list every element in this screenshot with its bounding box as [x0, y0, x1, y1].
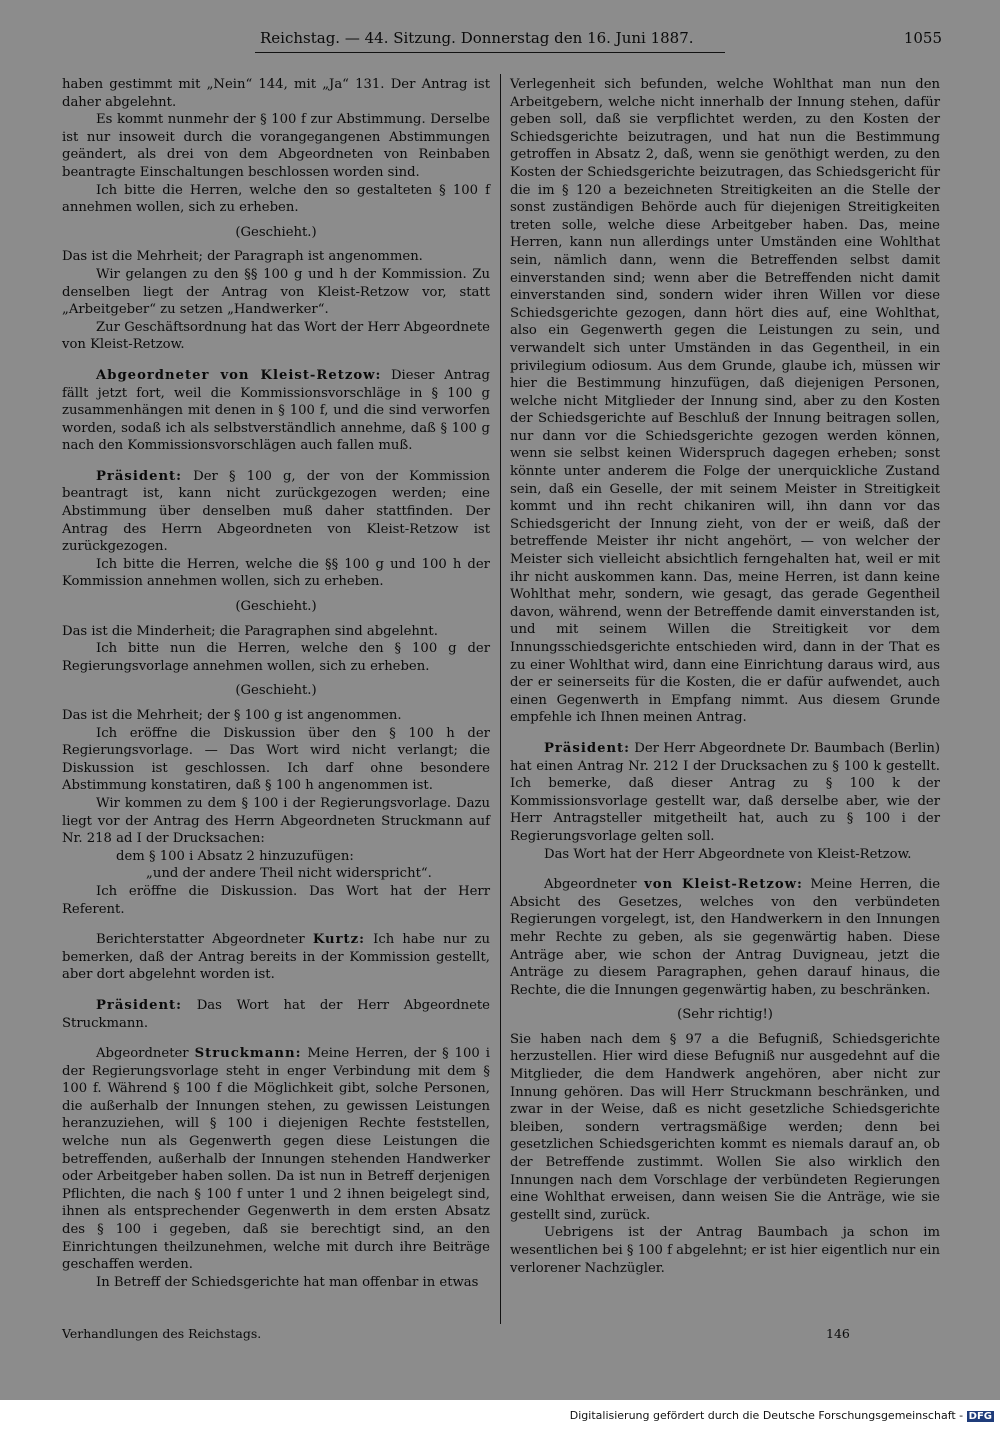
speech-text: Dieser Antrag fällt jetzt fort, weil die Kommissionsvorschläge in § 100 g zusammenhängen mit denen in § 100 f, und die sind verworfen worden, sodaß ich als selbstverständlich annehme, daß § 100 g nach den Kommissionsvorschlägen auch fallen muß.: [62, 367, 490, 454]
speaker-name: Kurtz:: [312, 932, 365, 948]
paragraph: Das ist die Minderheit; die Paragraphen sind abgelehnt.: [62, 623, 438, 639]
stage-direction: (Geschieht.): [235, 599, 317, 615]
speaker-name: Präsident:: [96, 997, 183, 1013]
stage-direction: (Geschieht.): [235, 683, 317, 699]
paragraph: dem § 100 i Absatz 2 hinzuzufügen:: [116, 848, 354, 864]
paragraph: Zur Geschäftsordnung hat das Wort der Herr Abgeordnete von Kleist-Retzow.: [62, 319, 490, 353]
paragraph: haben gestimmt mit „Nein“ 144, mit „Ja“ 131. Der Antrag ist daher abgelehnt.: [62, 77, 490, 110]
paragraph: Das Wort hat der Herr Abgeordnete von Kleist-Retzow.: [544, 846, 912, 862]
digitization-credit: [570, 1409, 994, 1422]
paragraph: Ich eröffne die Diskussion. Das Wort hat der Herr Referent.: [62, 883, 490, 917]
paragraph: Es kommt nunmehr der § 100 f zur Abstimmung. Derselbe ist nur insoweit durch die vorangegangenen Abstimmungen geändert, als drei von dem Abgeordneten von Reinbaben beantragte Einschaltungen beschlossen worden sind.: [62, 112, 490, 180]
speaker-role: Abgeordneter: [544, 877, 645, 893]
footer-signature: 146: [826, 1326, 850, 1341]
header-rule: [255, 52, 725, 53]
speaker-name: von Kleist-Retzow:: [644, 877, 803, 893]
paragraph: Verlegenheit sich befunden, welche Wohlthat man nun den Arbeitgebern, welche nicht innerhalb der Innung stehen, dafür geben soll, daß sie verpflichtet werden, zu den Kosten der Schiedsgerichte beizutragen, und hat nun die Bestimmung getroffen in Absatz 2, daß, wenn sie genöthigt werden, zu den Kosten der Schiedsgerichte beizutragen, das Schiedsgericht für die im § 120 a bezeichneten Streitigkeiten an die Stelle der sonst zuständigen Behörde auch für diejenigen Streitigkeiten treten solle, welche diese Arbeitgeber haben. Das, meine Herren, kann nun allerdings unter Umständen eine Wohlthat sein, nämlich dann, wenn die Betreffenden selbst damit einverstanden sind; wenn aber die Betreffenden nicht damit einverstanden sind, sondern wider ihren Willen vor diese Schiedsgerichte gezogen, dann hört dies auf, eine Wohlthat, also ein Gegenwerth gegen die Leistungen zu sein, und verwandelt sich unter Umständen in das Gegentheil, in ein privilegium odiosum. Aus dem Grunde, glaube ich, müssen wir hier die Bestimmung hinzufügen, daß diejenigen Personen, welche nicht Mitglieder der Innung sind, aber zu den Kosten der Schiedsgerichte auf Beschluß der Innung beitragen sollen, nur dann vor die Schiedsgerichte gezogen werden können, wenn sie selbst keinen Widerspruch dagegen erheben; sonst könnte unter anderem die Folge der unerquickliche Zustand sein, daß ein Geselle, der mit seinem Meister in Streitigkeit kommt und ihn recht chikaniren will, ihn dann vor das Schiedsgericht der Innung zieht, von der er weiß, daß der betreffende Meister ihr nicht angehört, — von welcher der Meister sich vielleicht absichtlich ferngehalten hat, weil er mit ihr nicht auskommen kann. Das, meine Herren, ist dann keine Wohlthat mehr, sondern, wie gesagt, das gerade Gegentheil davon, während, wenn der Betreffende damit einverstanden ist, und mit seinem Willen die Streitigkeit vor dem Innungsschiedsgerichte entschieden wird, dann in der That es zu einer Wohlthat wird, dann eine Einrichtung daraus wird, aus der er seinerseits für die Kosten, die er dafür aufwendet, auch einen Gegenwerth in Empfang nimmt. Aus diesem Grunde empfehle ich Ihnen meinen Antrag.: [510, 77, 940, 726]
running-header: [60, 30, 942, 54]
right-column: [510, 76, 940, 1277]
paragraph: „und der andere Theil nicht widerspricht“.: [146, 866, 432, 882]
speaker-name: Struckmann:: [194, 1046, 302, 1062]
speech-paragraph: [510, 876, 940, 999]
speech-paragraph: [62, 468, 490, 556]
paragraph: Ich eröffne die Diskussion über den § 100 h der Regierungsvorlage. — Das Wort wird nicht verlangt; die Diskussion ist geschlossen. Ich darf ohne besondere Abstimmung konstatiren, daß § 100 h angenommen ist.: [62, 725, 490, 794]
paragraph: Wir kommen zu dem § 100 i der Regierungsvorlage. Dazu liegt vor der Antrag des Herrn Abgeordneten Struckmann auf Nr. 218 ad I der Drucksachen:: [62, 795, 490, 847]
paragraph: In Betreff der Schiedsgerichte hat man offenbar in etwas: [96, 1274, 479, 1290]
paragraph: Wir gelangen zu den §§ 100 g und h der Kommission. Zu denselben liegt der Antrag von Kleist-Retzow vor, statt „Arbeitgeber“ zu setzen „Handwerker“.: [62, 266, 490, 318]
column-divider: [500, 74, 501, 1324]
speech-paragraph: [62, 1045, 490, 1274]
paragraph: Sie haben nach dem § 97 a die Befugniß, Schiedsgerichte herzustellen. Hier wird diese Befugniß nur ausgedehnt auf die Mitglieder, die dem Handwerk angehören, aber nicht zur Innung gehören. Das will Herr Struckmann beschränken, und zwar in der Weise, daß es nicht gesetzliche Schiedsgerichte bleiben, sondern vertragsmäßige werden; denn bei gesetzlichen Schiedsgerichten kommt es niemals darauf an, ob der Betreffende zustimmt. Wollen Sie also wirklich den Innungen nach dem Vorschlage der verbündeten Regierungen eine Wohlthat erweisen, dann weisen Sie die Anträge, wie sie gestellt sind, zurück.: [510, 1031, 940, 1223]
speaker-name: Präsident:: [544, 740, 631, 756]
speech-paragraph: [62, 931, 490, 984]
left-column: [62, 76, 490, 1291]
paragraph: Ich bitte die Herren, welche den so gestalteten § 100 f annehmen wollen, sich zu erheben.: [62, 182, 490, 216]
paragraph: Uebrigens ist der Antrag Baumbach ja schon im wesentlichen bei § 100 f abgelehnt; er ist hier eigentlich nur ein verlorener Nachzügler.: [510, 1225, 940, 1276]
speech-text: Der Herr Abgeordnete Dr. Baumbach (Berlin) hat einen Antrag Nr. 212 I der Drucksachen zu § 100 k gestellt. Ich bemerke, daß dieser Antrag zu § 100 k der Kommissionsvorlage gestellt war, daß derselbe aber, wie der Herr Antragsteller mitgetheilt hat, auch zu § 100 i der Regierungsvorlage gelten soll.: [510, 740, 940, 844]
footer-left: Verhandlungen des Reichstags.: [62, 1326, 262, 1341]
speaker-name: Präsident:: [96, 468, 183, 484]
paragraph: Ich bitte nun die Herren, welche den § 100 g der Regierungsvorlage annehmen wollen, sich zu erheben.: [62, 641, 490, 674]
speech-paragraph: [62, 367, 490, 455]
speech-paragraph: [510, 740, 940, 846]
dfg-logo: DFG: [968, 1411, 992, 1422]
page-number: 1055: [903, 29, 942, 47]
speaker-role: Abgeordneter: [96, 1046, 195, 1062]
speaker-name: Abgeordneter von Kleist-Retzow:: [96, 367, 382, 383]
stage-direction: (Sehr richtig!): [677, 1007, 773, 1023]
speaker-role: Berichterstatter Abgeordneter: [96, 932, 313, 948]
header-title: Reichstag. — 44. Sitzung. Donnerstag den 16. Juni 1887.: [260, 29, 694, 47]
speech-text: Meine Herren, die Absicht des Gesetzes, welches von den verbündeten Regierungen vorgelegt, ist, den Handwerkern in den Innungen mehr Rechte zu geben, als sie gegenwärtig haben. Diese Anträge aber, wie schon der Antrag Duvigneau, jetzt die Anträge zu diesem Paragraphen, gehen darauf hinaus, die Rechte, die die Innungen gegenwärtig haben, zu beschränken.: [510, 877, 940, 998]
paragraph: Das ist die Mehrheit; der Paragraph ist angenommen.: [62, 249, 423, 265]
speech-paragraph: [62, 997, 490, 1032]
speech-text: Das Wort hat der Herr Abgeordnete Struckmann.: [62, 997, 490, 1031]
speech-text: Meine Herren, der § 100 i der Regierungsvorlage steht in enger Verbindung mit dem § 100 f. Während § 100 f die Möglichkeit gibt, solche Personen, die außerhalb der Innungen stehen, zu gewissen Leistungen heranzuziehen, will § 100 i diejenigen Rechte feststellen, welche nun als Gegenwerth gegen diese Leistungen die betreffenden, außerhalb der Innungen stehenden Handwerker oder Arbeitgeber haben sollen. Da ist nun in Betreff derjenigen Pflichten, die nach § 100 f unter 1 und 2 ihnen beigelegt sind, ihnen als entsprechender Gegenwerth in dem ersten Absatz des § 100 i gegeben, daß sie berechtigt sind, an den Einrichtungen theilzunehmen, welche mit durch ihre Beiträge geschaffen werden.: [62, 1046, 490, 1273]
paragraph: Ich bitte die Herren, welche die §§ 100 g und 100 h der Kommission annehmen wollen, sich zu erheben.: [62, 556, 490, 590]
speech-text: Der § 100 g, der von der Kommission beantragt ist, kann nicht zurückgezogen werden; eine Abstimmung über denselben muß daher stattfinden. Der Antrag des Herrn Abgeordneten von Kleist-Retzow ist zurückgezogen.: [62, 468, 490, 555]
paragraph: Das ist die Mehrheit; der § 100 g ist angenommen.: [62, 708, 402, 723]
stage-direction: (Geschieht.): [235, 224, 317, 240]
speech-text: Ich habe nur zu bemerken, daß der Antrag bereits in der Kommission gestellt, aber dort abgelehnt worden ist.: [62, 932, 490, 983]
credit-text: Digitalisierung gefördert durch die Deutsche Forschungsgemeinschaft -: [569, 1409, 964, 1422]
